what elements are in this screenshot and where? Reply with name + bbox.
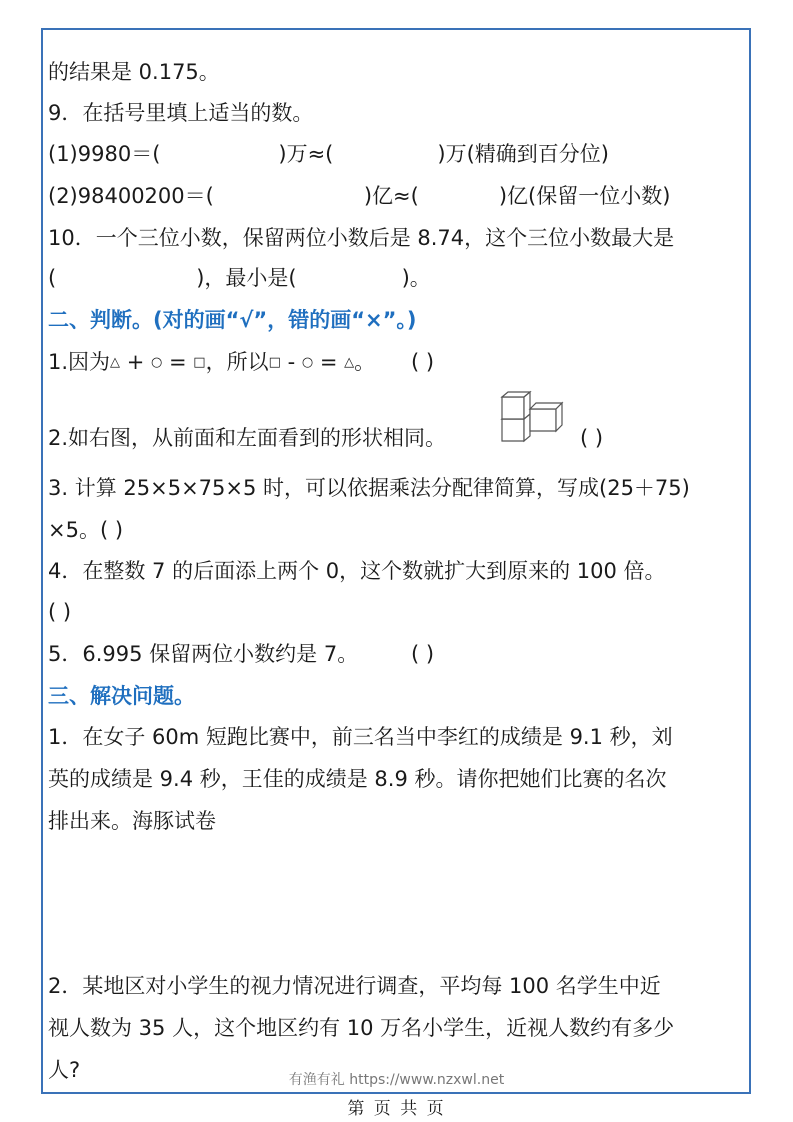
answer-paren-1: ( ): [411, 350, 435, 374]
jq1-eq: =: [162, 350, 194, 374]
circle-icon: ○: [151, 355, 163, 370]
question-10-line-1: 10．一个三位小数，保留两位小数后是 8.74，这个三位小数最大是: [48, 226, 675, 250]
jq1-end: 。: [354, 350, 376, 374]
q9-2-b: )亿≈(: [363, 184, 419, 208]
judge-question-1: [48, 348, 375, 377]
watermark: 有渔有礼 https://www.nzxwl.net: [288, 1072, 505, 1088]
q9-2-a: (2)98400200＝(: [48, 184, 214, 208]
circle-icon: ○: [301, 355, 314, 370]
answer-paren-2: ( ): [580, 426, 604, 450]
problem-2-line-2: 视人数为 35 人，这个地区约有 10 万名小学生，近视人数约有多少: [48, 1016, 675, 1040]
problem-2-line-3: 人?: [48, 1058, 81, 1082]
problem-1-line-2: 英的成绩是 9.4 秒，王佳的成绩是 8.9 秒。请你把她们比赛的名次: [48, 767, 667, 791]
square-icon: □: [268, 355, 281, 370]
question-9-part-1: [48, 140, 609, 168]
judge-question-3-line-1: 3. 计算 25×5×75×5 时，可以依据乘法分配律简算，写成(25＋75): [48, 476, 690, 500]
problem-1-line-1: 1．在女子 60m 短跑比赛中，前三名当中李红的成绩是 9.1 秒，刘: [48, 725, 673, 749]
judge-question-2: 2.如右图，从前面和左面看到的形状相同。: [48, 426, 447, 450]
q9-1-c: )万(精确到百分位): [437, 142, 609, 166]
page-footer: 第 页 共 页: [347, 1099, 446, 1119]
triangle-icon: △: [110, 355, 121, 370]
problem-1-line-3: 排出来。海豚试卷: [48, 809, 216, 833]
section-2-heading: 二、判断。(对的画“√”，错的画“×”。): [48, 308, 417, 332]
q9-2-c: )亿(保留一位小数): [498, 184, 671, 208]
cube-stack-figure: [500, 389, 566, 447]
judge-question-5: 5．6.995 保留两位小数约是 7。: [48, 642, 359, 666]
judge-question-4-line-2: ( ): [48, 600, 72, 624]
answer-paren-5: ( ): [411, 642, 435, 666]
cube-stack-icon: [500, 389, 566, 443]
jq1-minus: -: [280, 350, 302, 374]
jq1-pre: 1.因为: [48, 350, 111, 374]
q10-a: (: [48, 266, 57, 290]
q9-1-b: )万≈(: [278, 142, 334, 166]
text-line-1: 的结果是 0.175。: [48, 60, 220, 84]
jq1-plus: +: [120, 350, 151, 374]
judge-question-3-line-2: ×5。( ): [48, 518, 124, 542]
jq1-mid: ，所以: [205, 350, 269, 374]
square-icon: □: [193, 355, 206, 370]
section-3-heading: 三、解决问题。: [48, 684, 195, 708]
jq1-eq2: =: [313, 350, 345, 374]
problem-2-line-1: 2．某地区对小学生的视力情况进行调查，平均每 100 名学生中近: [48, 974, 661, 998]
q9-1-a: (1)9980＝(: [48, 142, 161, 166]
q10-c: )。: [401, 266, 431, 290]
question-10-line-2: [48, 264, 431, 292]
question-9-part-2: [48, 182, 670, 210]
question-9-title: 9．在括号里填上适当的数。: [48, 101, 314, 125]
judge-question-4-line-1: 4．在整数 7 的后面添上两个 0，这个数就扩大到原来的 100 倍。: [48, 559, 666, 583]
q10-b: )，最小是(: [196, 266, 297, 290]
triangle-icon: △: [344, 355, 355, 370]
